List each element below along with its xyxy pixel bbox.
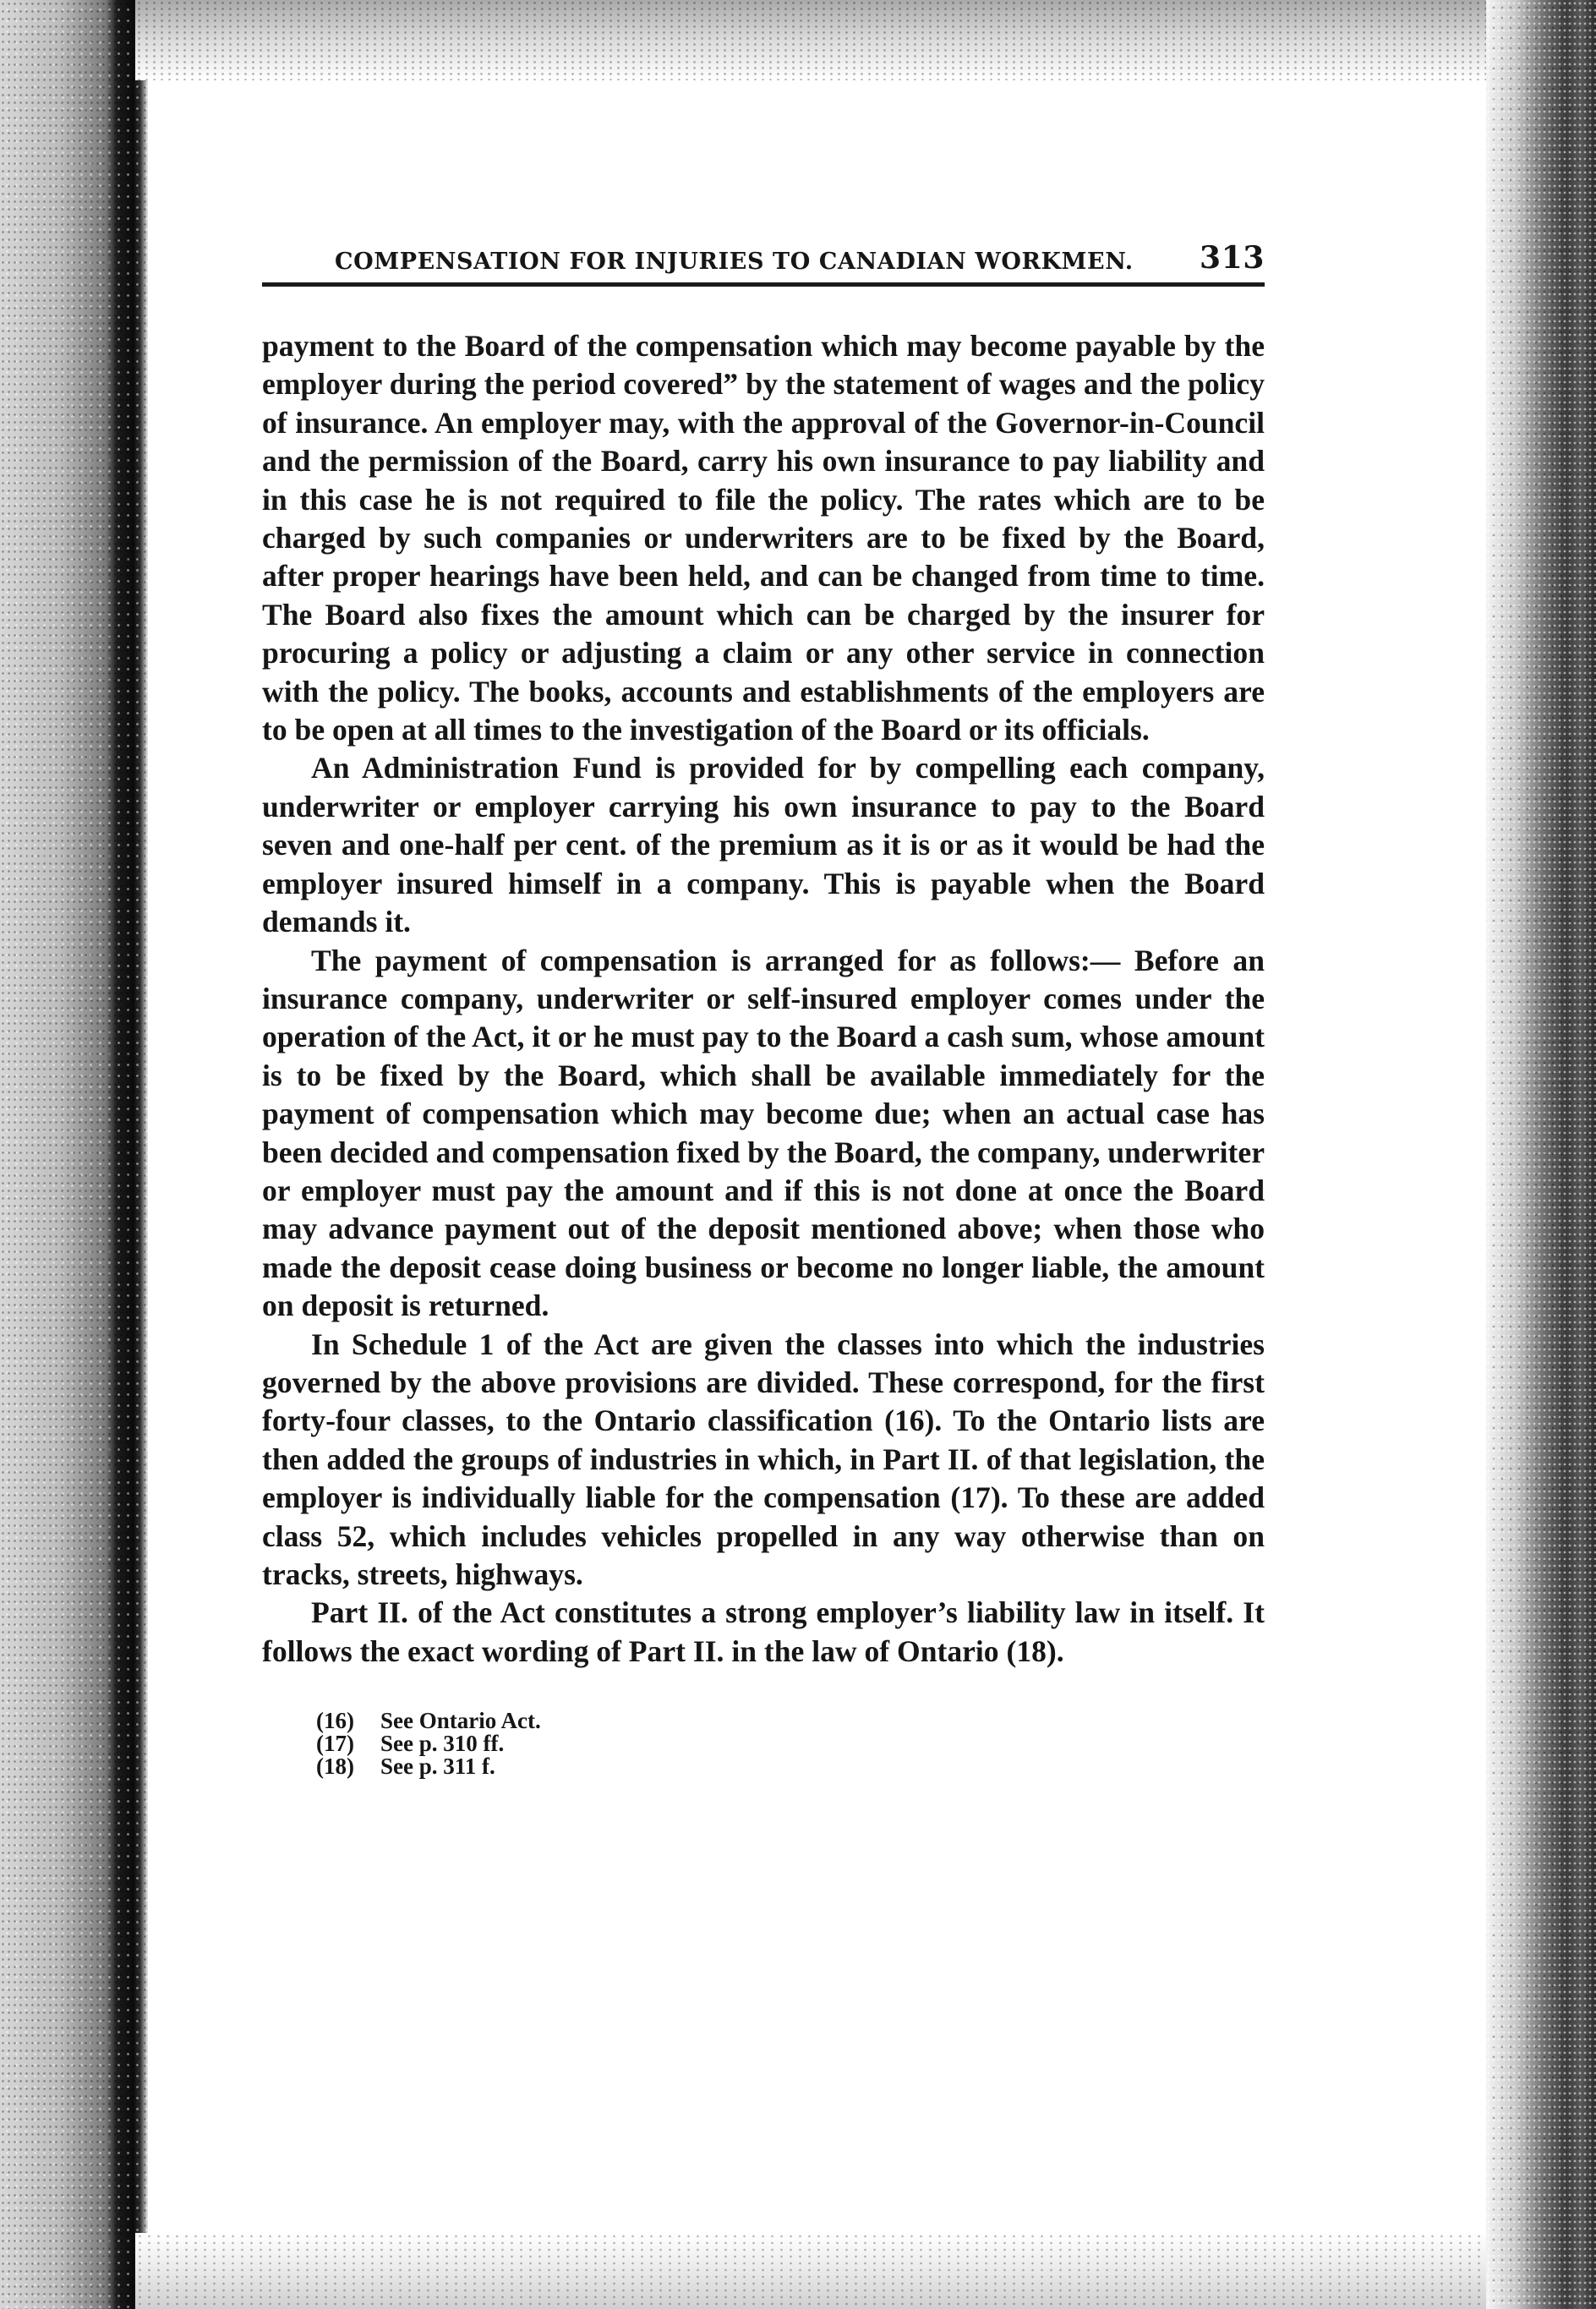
footnotes — [316, 1710, 1265, 1778]
footnote-marker: (18) — [316, 1754, 354, 1780]
paragraph-2: An Administration Fund is provided for by compelling each company, underwriter or employer carrying his own insurance to pay to the Board seven and one-half per cent. of the premium as it is or as it would be had the employer insured himself in a company. This is payable when the Board demands it. — [262, 751, 1265, 939]
scan-bottom-edge — [135, 2233, 1495, 2309]
footnote-18 — [316, 1755, 1265, 1778]
scan-right-book-edge — [1486, 0, 1596, 2309]
header-rule — [262, 282, 1265, 287]
running-head-title: COMPENSATION FOR INJURIES TO CANADIAN WORKMEN. — [335, 249, 1134, 275]
scan-left-book-edge — [0, 0, 148, 2309]
running-head — [262, 238, 1265, 277]
paragraph-4: In Schedule 1 of the Act are given the classes into which the industries governed by the above provisions are divided. These correspond, for the first forty-four classes, to the Ontario classification (16). To the Ontario lists are then added the groups of industries in which, in Part II. of that legislation, the employer is individually liable for the compensation (17). To these are added class 52, which includes vehicles propelled in any way otherwise than on tracks, streets, highways. — [262, 1327, 1265, 1591]
page-number: 313 — [1200, 240, 1265, 276]
footnote-text: See p. 310 ff. — [380, 1731, 505, 1757]
paragraph-3: The payment of compensation is arranged for as follows:— Before an insurance company, underwriter or self-insured employer comes under the operation of the Act, it or he must pay to the Board a cash sum, whose amount is to be fixed by the Board, which shall be available immediately for the payment of compensation which may become due; when an actual case has been decided and compensation fixed by the Board, the company, underwriter or employer must pay the amount and if this is not done at once the Board may advance payment out of the deposit mentioned above; when those who made the deposit cease doing business or become no longer liable, the amount on deposit is returned. — [262, 943, 1265, 1323]
footnote-marker: (16) — [316, 1708, 354, 1734]
paragraph-1: payment to the Board of the compensation which may become payable by the employer during the period covered” by the statement of wages and the policy of insurance. An employer may, with the approval of the Governor-in-Council and the permission of the Board, carry his own insurance to pay liability and in this case he is not required to file the policy. The rates which are to be charged by such companies or underwriters are to be fixed by the Board, after proper hearings have been held, and can be changed from time to time. The Board also fixes the amount which can be charged by the insurer for procuring a policy or adjusting a claim or any other service in connection with the policy. The books, accounts and establishments of the employers are to be open at all times to the investigation of the Board or its officials. — [262, 329, 1265, 747]
scan-top-edge — [135, 0, 1495, 80]
footnote-16 — [316, 1710, 1265, 1732]
footnote-text: See p. 311 f. — [380, 1754, 495, 1780]
paragraph-5: Part II. of the Act constitutes a strong employer’s liability law in itself. It follows the exact wording of Part II. in the law of Ontario (18). — [262, 1595, 1265, 1668]
footnote-marker: (17) — [316, 1731, 354, 1757]
book-page — [262, 238, 1265, 1778]
body-text — [262, 327, 1265, 1671]
footnote-text: See Ontario Act. — [380, 1708, 541, 1734]
footnote-17 — [316, 1732, 1265, 1755]
